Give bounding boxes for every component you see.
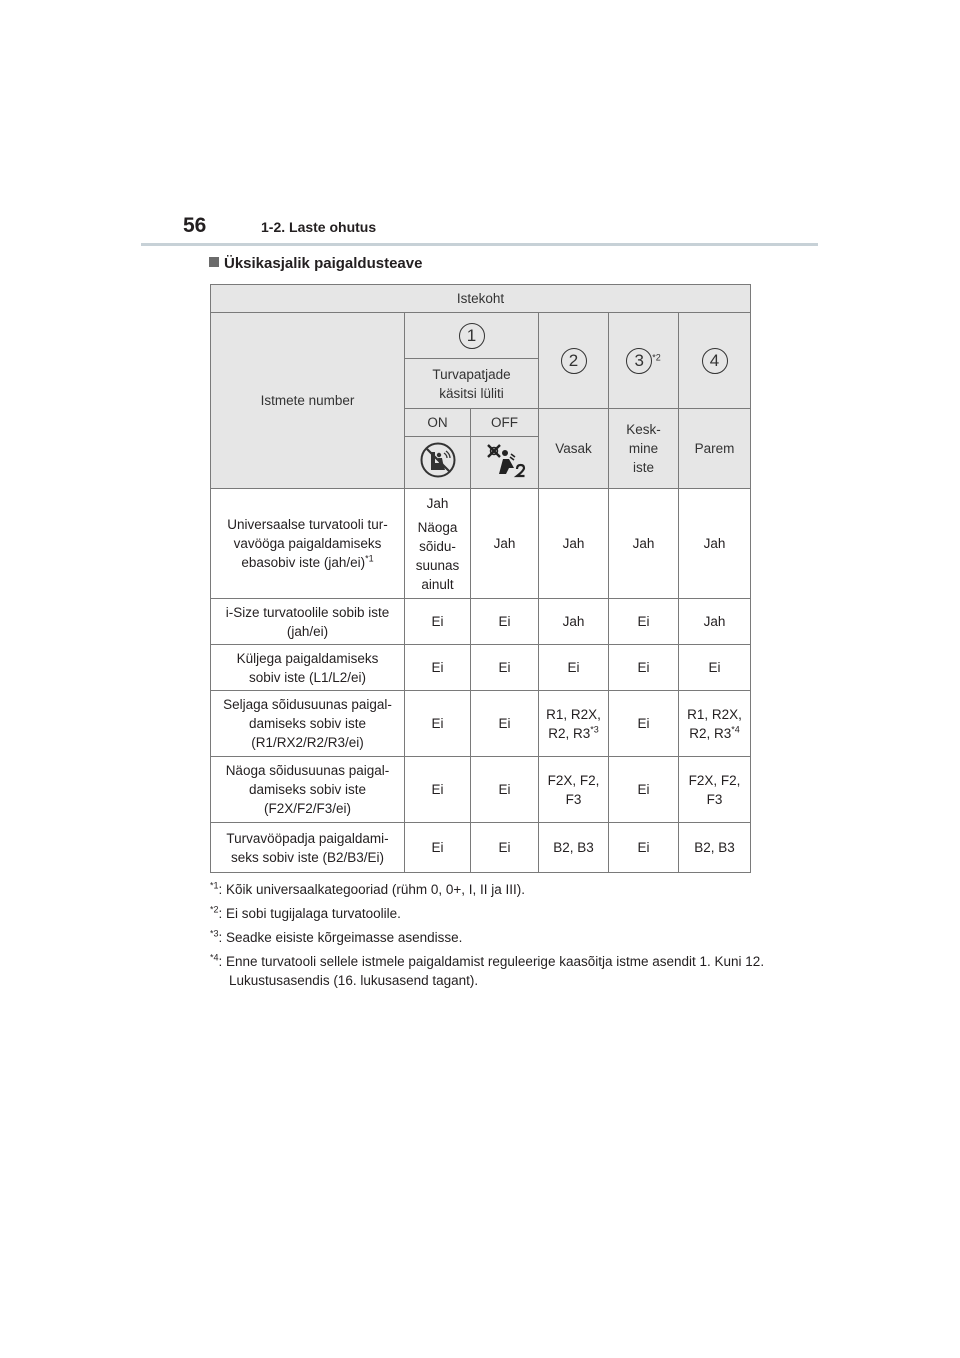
row-forward-right: F2X, F2, F3 [679, 757, 751, 823]
footnote-2-text: : Ei sobi tugijalaga turvatoolile. [218, 906, 401, 921]
seat-installation-table [210, 284, 751, 873]
position-right-header: Parem [679, 409, 751, 489]
section-title: 1-2. Laste ohutus [261, 219, 377, 235]
row-universal-label [211, 489, 405, 599]
seat-3-number: 3 [626, 348, 652, 374]
seat-3-footnote-ref: *2 [652, 352, 661, 362]
row-universal-center: Jah [609, 489, 679, 599]
row-universal-on-note: Näoga sõidu- suunas ainult [415, 519, 460, 592]
footnote-1-mark: *1 [210, 880, 219, 891]
footnote-2 [210, 904, 770, 923]
row-booster-off: Ei [471, 823, 539, 873]
row-universal-label-text: Universaalse turvatooli tur- vavööga paigaldamiseks ebasobiv iste (jah/ei) [227, 517, 388, 570]
section-heading-text: Üksikasjalik paigaldusteave [224, 255, 423, 272]
footnote-3-text: : Seadke eisiste kõrgeimasse asendisse. [218, 930, 463, 945]
row-lateral-center: Ei [609, 645, 679, 691]
bullet-square-icon [209, 257, 219, 267]
row-universal-right: Jah [679, 489, 751, 599]
position-left-header: Vasak [539, 409, 609, 489]
row-universal-on [405, 489, 471, 599]
seat-2-number: 2 [561, 348, 587, 374]
row-isize-center: Ei [609, 599, 679, 645]
row-rearward-right-footnote-ref: *4 [731, 724, 740, 734]
footnote-3-mark: *3 [210, 928, 219, 939]
row-isize-on: Ei [405, 599, 471, 645]
seat-1-number: 1 [459, 323, 485, 349]
airbag-off-icon-cell [471, 437, 539, 489]
row-booster-left: B2, B3 [539, 823, 609, 873]
row-lateral-right: Ei [679, 645, 751, 691]
row-booster-label: Turvavööpadja paigaldami- seks sobiv iste (B2/B3/Ei) [211, 823, 405, 873]
footnote-1-text: : Kõik universaalkategooriad (rühm 0, 0+, I, II ja III). [218, 882, 526, 897]
row-lateral-off: Ei [471, 645, 539, 691]
row-rearward-left-footnote-ref: *3 [590, 724, 599, 734]
position-center-header: Kesk- mine iste [609, 409, 679, 489]
switch-off-header: OFF [471, 409, 539, 437]
seat-4-number: 4 [702, 348, 728, 374]
row-forward-left: F2X, F2, F3 [539, 757, 609, 823]
header-divider [141, 243, 818, 246]
footnote-4-mark: *4 [210, 952, 219, 963]
row-universal-footnote-ref: *1 [365, 553, 374, 564]
row-rearward-center: Ei [609, 691, 679, 757]
seat-3-cell [609, 313, 679, 409]
row-rearward-right-value: R1, R2X, R2, R3 [687, 706, 742, 741]
row-forward-center: Ei [609, 757, 679, 823]
seat-4-cell [679, 313, 751, 409]
seat-number-header: Istmete number [211, 313, 405, 489]
row-rearward-on: Ei [405, 691, 471, 757]
airbag-switch-header: Turvapatjade käsitsi lüliti [405, 359, 539, 409]
passenger-airbag-off-icon [483, 441, 527, 484]
airbag-on-indicator-icon [419, 441, 457, 484]
row-isize-label: i-Size turvatoolile sobib iste (jah/ei) [211, 599, 405, 645]
row-forward-label: Näoga sõidusuunas paigal- damiseks sobiv iste (F2X/F2/F3/ei) [211, 757, 405, 823]
row-lateral-on: Ei [405, 645, 471, 691]
row-isize-off: Ei [471, 599, 539, 645]
airbag-on-icon-cell [405, 437, 471, 489]
row-isize-left: Jah [539, 599, 609, 645]
row-rearward-left-value: R1, R2X, R2, R3 [546, 706, 601, 741]
footnote-3 [210, 928, 770, 947]
row-rearward-right [679, 691, 751, 757]
seat-1-cell [405, 313, 539, 359]
row-rearward-left [539, 691, 609, 757]
row-universal-off: Jah [471, 489, 539, 599]
seat-position-header: Istekoht [211, 285, 751, 313]
footnote-2-mark: *2 [210, 904, 219, 915]
row-lateral-left: Ei [539, 645, 609, 691]
row-rearward-label: Seljaga sõidusuunas paigal- damiseks sobiv iste (R1/RX2/R2/R3/ei) [211, 691, 405, 757]
row-booster-right: B2, B3 [679, 823, 751, 873]
row-forward-on: Ei [405, 757, 471, 823]
footnote-4 [210, 952, 770, 990]
row-forward-off: Ei [471, 757, 539, 823]
row-rearward-off: Ei [471, 691, 539, 757]
row-universal-on-value: Jah [426, 495, 449, 511]
row-lateral-label: Küljega paigaldamiseks sobiv iste (L1/L2/ei) [211, 645, 405, 691]
section-heading [209, 255, 422, 272]
row-booster-center: Ei [609, 823, 679, 873]
switch-on-header: ON [405, 409, 471, 437]
row-booster-on: Ei [405, 823, 471, 873]
footnote-4-text: : Enne turvatooli sellele istmele paigaldamist reguleerige kaasõitja istme asendit 1. Kuni 12. Lukustusasendis (16. lukusasend tagant). [218, 954, 765, 988]
footnote-1 [210, 880, 770, 899]
footnotes [210, 880, 770, 995]
row-universal-left: Jah [539, 489, 609, 599]
row-isize-right: Jah [679, 599, 751, 645]
page-number: 56 [183, 214, 207, 237]
seat-2-cell [539, 313, 609, 409]
